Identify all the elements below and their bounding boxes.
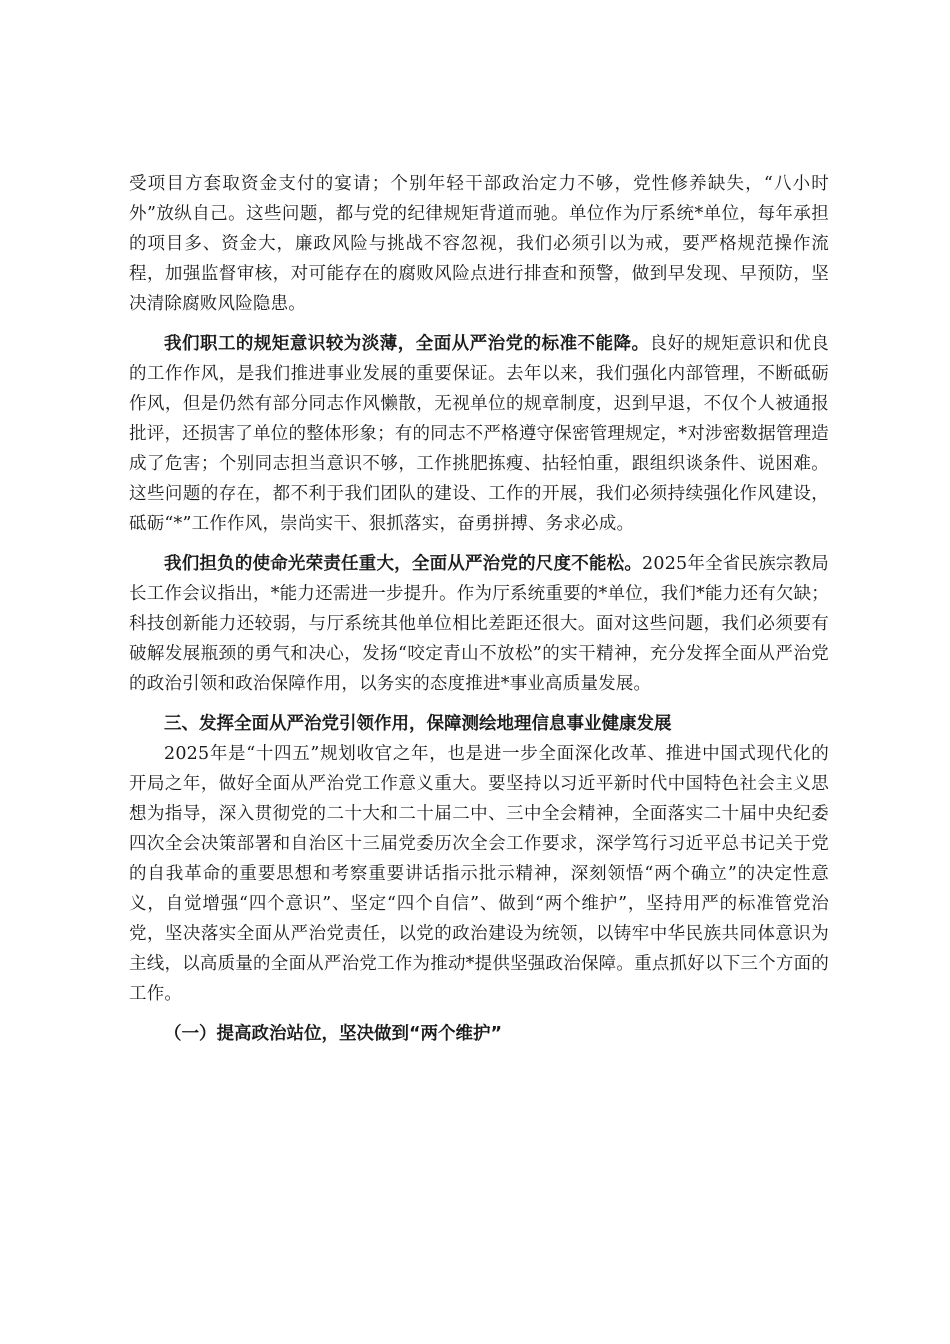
section-paragraph: 2025年是“十四五”规划收官之年，也是进一步全面深化改革、推进中国式现代化的开局之年，做好全面从严治党工作意义重大。要坚持以习近平新时代中国特色社会主义思想为指导，深入贯彻党的二十大和二十届二中、三中全会精神，全面落实二十届中央纪委四次全会决策部署和自治区十三届党委历次全会工作要求，深学笃行习近平总书记关于党的自我革命的重要思想和考察重要讲话指示批示精神，深刻领悟“两个确立”的决定性意义，自觉增强“四个意识”、坚定“四个自信”、做到“两个维护”，坚持用严的标准管党治党，坚决落实全面从严治党责任，以党的政治建设为统领，以铸牢中华民族共同体意识为主线，以高质量的全面从严治党工作为推动*提供坚强政治保障。重点抓好以下三个方面的工作。 — [129, 744, 829, 1004]
paragraph-text: 2025年全省民族宗教局长工作会议指出，*能力还需进一步提升。作为厅系统重要的*单位，我们*能力还有欠缺；科技创新能力还较弱，与厅系统其他单位相比差距还很大。面对这些问题，我们必须要有破解发展瓶颈的勇气和决心，发扬“咬定青山不放松”的实干精神，充分发挥全面从严治党的政治引领和政治保障作用，以务实的态度推进*事业高质量发展。 — [129, 554, 830, 694]
paragraph-discipline-awareness — [129, 329, 829, 539]
section-heading: 三、发挥全面从严治党引领作用，保障测绘地理信息事业健康发展 — [164, 714, 672, 734]
paragraph-lead-sentence: 我们职工的规矩意识较为淡薄，全面从严治党的标准不能降。 — [164, 334, 650, 354]
subsection-heading: （一）提高政治站位，坚决做到“两个维护” — [164, 1024, 503, 1044]
paragraph-text: 受项目方套取资金支付的宴请；个别年轻干部政治定力不够，党性修养缺失，“八小时外”放纵自己。这些问题，都与党的纪律规矩背道而驰。单位作为厅系统*单位，每年承担的项目多、资金大，廉政风险与挑战不容忽视，我们必须引以为戒，要严格规范操作流程，加强监督审核，对可能存在的腐败风险点进行排查和预警，做到早发现、早预防，坚决清除腐败风险隐患。 — [129, 174, 829, 314]
paragraph-continuation — [129, 169, 829, 319]
paragraph-text: 良好的规矩意识和优良的工作作风，是我们推进事业发展的重要保证。去年以来，我们强化内部管理，不断砥砺作风，但是仍然有部分同志作风懒散，无视单位的规章制度，迟到早退，不仅个人被通报批评，还损害了单位的整体形象；有的同志不严格遵守保密管理规定，*对涉密数据管理造成了危害；个别同志担当意识不够，工作挑肥拣瘦、拈轻怕重，跟组织谈条件、说困难。这些问题的存在，都不利于我们团队的建设、工作的开展，我们必须持续强化作风建设，砥砺“*”工作作风，崇尚实干、狠抓落实，奋勇拼搏、务求必成。 — [129, 334, 829, 534]
paragraph-lead-sentence: 我们担负的使命光荣责任重大，全面从严治党的尺度不能松。 — [164, 554, 643, 574]
document-body — [129, 169, 829, 1049]
paragraph-mission-responsibility — [129, 549, 829, 699]
